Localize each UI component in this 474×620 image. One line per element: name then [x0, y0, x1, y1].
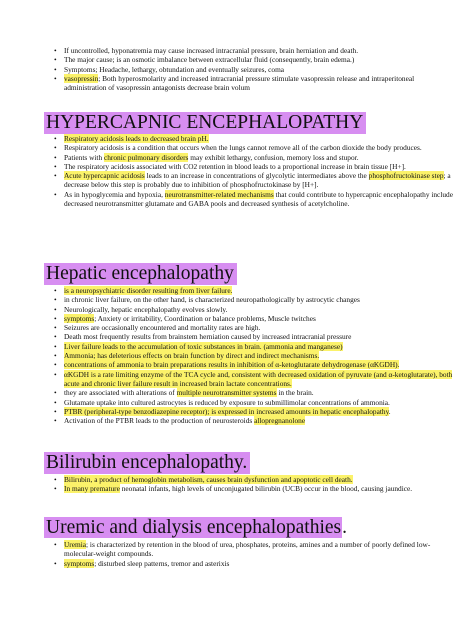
body-text: Patients with: [64, 152, 104, 162]
hepatic-list: [46, 286, 456, 425]
list-item: [46, 416, 456, 425]
list-item: [46, 171, 456, 190]
body-text: If uncontrolled, hyponatremia may cause increased intracranial pressure, brain herniation and death.: [64, 46, 359, 55]
body-text: may exhibit lethargy, confusion, memory loss and stupor.: [188, 152, 359, 162]
hepatic-heading-wrap: [44, 263, 237, 285]
body-text: Symptoms; Headache, lethargy, obtundation and eventually seizures, coma: [64, 64, 285, 74]
list-item: [46, 314, 456, 323]
body-text: Neurologically, hepatic encephalopathy evolves slowly.: [64, 304, 228, 314]
list-item: [46, 540, 456, 559]
list-item: [46, 398, 456, 407]
body-text: The major cause; is an osmotic imbalance between extracellular fluid (consequently, brain edema.): [64, 55, 355, 65]
body-text: As in hypoglycemia and hypoxia,: [64, 189, 165, 199]
list-item: [46, 134, 456, 143]
body-text: Respiratory acidosis is a condition that occurs when the lungs cannot remove all of the carbon dioxide the body produces.: [64, 143, 422, 153]
list-item: [46, 190, 456, 209]
heading-uremic-text: Uremic and dialysis encephalopathies: [46, 517, 342, 538]
body-text: Glutamate uptake into cultured astrocytes is reduced by exposure to submillimolar concentrations of ammonia.: [64, 397, 390, 407]
heading-hypercapnic: HYPERCAPNIC ENCEPHALOPATHY: [44, 112, 366, 134]
body-text: neonatal infants, high levels of unconjugated bilirubin (UCB) occur in the blood, causing jaundice.: [119, 484, 413, 494]
list-item: [46, 74, 456, 93]
highlighted-text: Ammonia; has deleterious effects on brain function by direct and indirect mechanisms.: [64, 351, 320, 361]
list-item: [46, 46, 456, 55]
highlighted-text: symptoms: [64, 558, 95, 568]
body-text: ; disturbed sleep patterns, tremor and asterixis: [94, 558, 230, 568]
body-text: that could contribute to hypercapnic encephalopathy include decreased neurotransmitter glutamate and GABA pools and decreased synthesis of acetylcholine.: [64, 189, 453, 209]
intro-list: [46, 46, 456, 92]
list-item: [46, 65, 456, 74]
highlighted-text: symptoms: [64, 313, 95, 323]
body-text: Seizures are occasionally encountered and mortality rates are high.: [64, 323, 261, 333]
body-text: The respiratory acidosis associated with CO2 retention in blood leads to a proportional increase in brain tissue [H+].: [64, 161, 406, 171]
heading-uremic-tail: .: [342, 517, 347, 538]
list-item: [46, 55, 456, 64]
list-item: [46, 143, 456, 152]
body-text: Activation of the PTBR leads to the production of neurosteroids: [64, 416, 255, 426]
uremic-heading-wrap: [44, 517, 347, 539]
highlighted-text: PTBR (peripheral-type benzodiazepine receptor); is expressed in increased amounts in hepatic encephalopathy: [64, 406, 389, 416]
list-item: [46, 342, 456, 351]
body-text: they are associated with alterations of: [64, 388, 177, 398]
list-item: [46, 475, 456, 484]
list-item: [46, 153, 456, 162]
list-item: [46, 407, 456, 416]
highlighted-text: Uremia: [64, 540, 87, 549]
list-item: [46, 305, 456, 314]
highlighted-text: Acute hypercapnic acidosis: [64, 171, 145, 181]
highlighted-text: αKGDH is a rate limiting enzyme of the TCA cycle and, consistent with decreased oxidation of pyruvate (and α-ketoglutarate), both acute and chronic liver failure result in increased brain lactate concentrations.: [64, 369, 453, 388]
body-text: Death most frequently results from brainstem herniation caused by increased intracranial pressure: [64, 332, 352, 342]
list-item: [46, 559, 456, 568]
highlighted-text: Respiratory acidosis leads to decreased brain pH.: [64, 134, 209, 143]
bilirubin-heading-wrap: [44, 452, 250, 474]
highlighted-text: concentrations of ammonia to brain preparations results in inhibition of α-ketoglutarate dehydrogenase (αKGDH).: [64, 360, 400, 370]
highlighted-text: neurotransmitter-related mechanisms: [164, 189, 274, 199]
body-text: ; Both hyperosmolarity and increased intracranial pressure stimulate vasopressin release and intraperitoneal administration of vasopressin antagonists decrease brain volum: [64, 73, 415, 93]
body-text: ; Anxiety or irritability, Coordination or balance problems, Muscle twitches: [94, 313, 316, 323]
list-item: [46, 484, 456, 493]
list-item: [46, 388, 456, 397]
highlighted-text: vasopressin: [64, 73, 99, 83]
list-item: [46, 351, 456, 360]
highlighted-text: allopregnanolone: [254, 416, 306, 426]
list-item: [46, 295, 456, 304]
hypercapnic-list: [46, 134, 456, 208]
list-item: [46, 360, 456, 369]
highlighted-text: Bilirubin, a product of hemoglobin metabolism, causes brain dysfunction and apoptotic cell death.: [64, 475, 353, 484]
highlighted-text: Liver failure leads to the accumulation of toxic substances in brain. (ammonia and manganese): [64, 341, 343, 351]
highlighted-text: phosphofructokinase step: [368, 171, 444, 181]
hypercapnic-heading-wrap: [44, 112, 366, 134]
highlighted-text: multiple neurotransmitter systems: [176, 388, 277, 398]
body-text: ; a decrease below this step is probably due to inhibition of phosphofructokinase by [H+].: [64, 171, 451, 190]
list-item: [46, 332, 456, 341]
list-item: [46, 323, 456, 332]
heading-hepatic: Hepatic encephalopathy: [44, 263, 237, 285]
body-text: leads to an increase in concentrations of glycolytic intermediates above the: [144, 171, 369, 181]
list-item: [46, 370, 456, 389]
highlighted-text: is a neuropsychiatric disorder resulting from liver failure.: [64, 286, 233, 295]
heading-uremic: [44, 517, 347, 539]
highlighted-text: chronic pulmonary disorders: [103, 152, 189, 162]
bilirubin-list: [46, 475, 456, 494]
body-text: in chronic liver failure, on the other hand, is characterized neuropathologically by astrocytic changes: [64, 295, 360, 305]
uremic-list: [46, 540, 456, 568]
body-text: in the brain.: [276, 388, 314, 398]
list-item: [46, 162, 456, 171]
body-text: ; is characterized by retention in the blood of urea, phosphates, proteins, amines and a number of poorly defined low-molecular-weight compounds.: [64, 540, 431, 559]
list-item: [46, 286, 456, 295]
body-text: .: [388, 406, 391, 416]
heading-bilirubin: Bilirubin encephalopathy.: [44, 452, 250, 474]
highlighted-text: In many premature: [64, 484, 120, 494]
